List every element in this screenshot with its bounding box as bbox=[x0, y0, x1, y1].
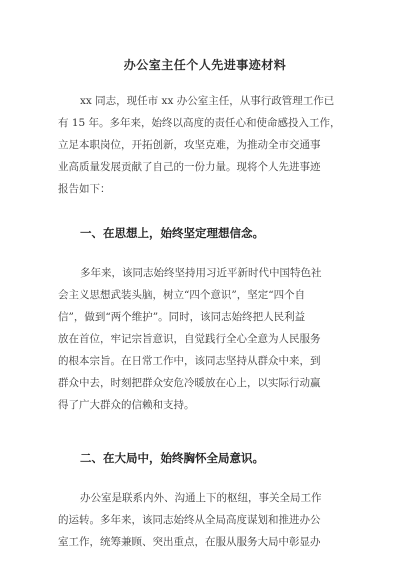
intro-line: 有 15 年。多年来，始终以高度的责任心和使命感投入工作， bbox=[58, 117, 341, 129]
section-2-heading: 二、在大局中，始终胸怀全局意识。 bbox=[80, 451, 264, 465]
section-2-paragraph bbox=[58, 487, 358, 553]
section-2-line: 的运转。多年来，该同志始终从全局高度谋划和推进办公 bbox=[58, 514, 321, 526]
document-title: 办公室主任个人先进事迹材料 bbox=[123, 58, 287, 72]
intro-paragraph bbox=[58, 90, 358, 200]
section-1-line: 多年来，该同志始终坚持用习近平新时代中国特色社 bbox=[80, 267, 322, 279]
section-1-line: 放在首位，牢记宗旨意识，自觉践行全心全意为人民服务 bbox=[58, 333, 321, 345]
section-1-line: 信”，做到“两个维护”。同时，该同志始终把人民利益 bbox=[58, 311, 306, 323]
section-2-line: 办公室是联系内外、沟通上下的枢纽，事关全局工作 bbox=[80, 492, 322, 504]
section-1-heading: 一、在思想上，始终坚定理想信念。 bbox=[80, 226, 264, 240]
intro-line: 业高质量发展贡献了自己的一份力量。现将个人先进事迹 bbox=[58, 161, 321, 173]
section-1-line: 得了广大群众的信赖和支持。 bbox=[58, 399, 195, 411]
section-1-line: 群众中去，时刻把群众安危冷暖放在心上，以实际行动赢 bbox=[58, 377, 321, 389]
section-2-line: 室工作，统筹兼顾、突出重点，在服从服务大局中彰显办 bbox=[58, 536, 321, 548]
section-1-line: 的根本宗旨。在日常工作中，该同志坚持从群众中来，到 bbox=[58, 355, 321, 367]
intro-line: 报告如下： bbox=[58, 183, 111, 195]
intro-line: 立足本职岗位，开拓创新，攻坚克难，为推动全市交通事 bbox=[58, 139, 321, 151]
intro-line: xx 同志，现任市 xx 办公室主任，从事行政管理工作已 bbox=[80, 95, 335, 107]
section-1-line: 会主义思想武装头脑，树立“四个意识”，坚定“四个自 bbox=[58, 289, 306, 301]
section-1-paragraph bbox=[58, 262, 358, 416]
